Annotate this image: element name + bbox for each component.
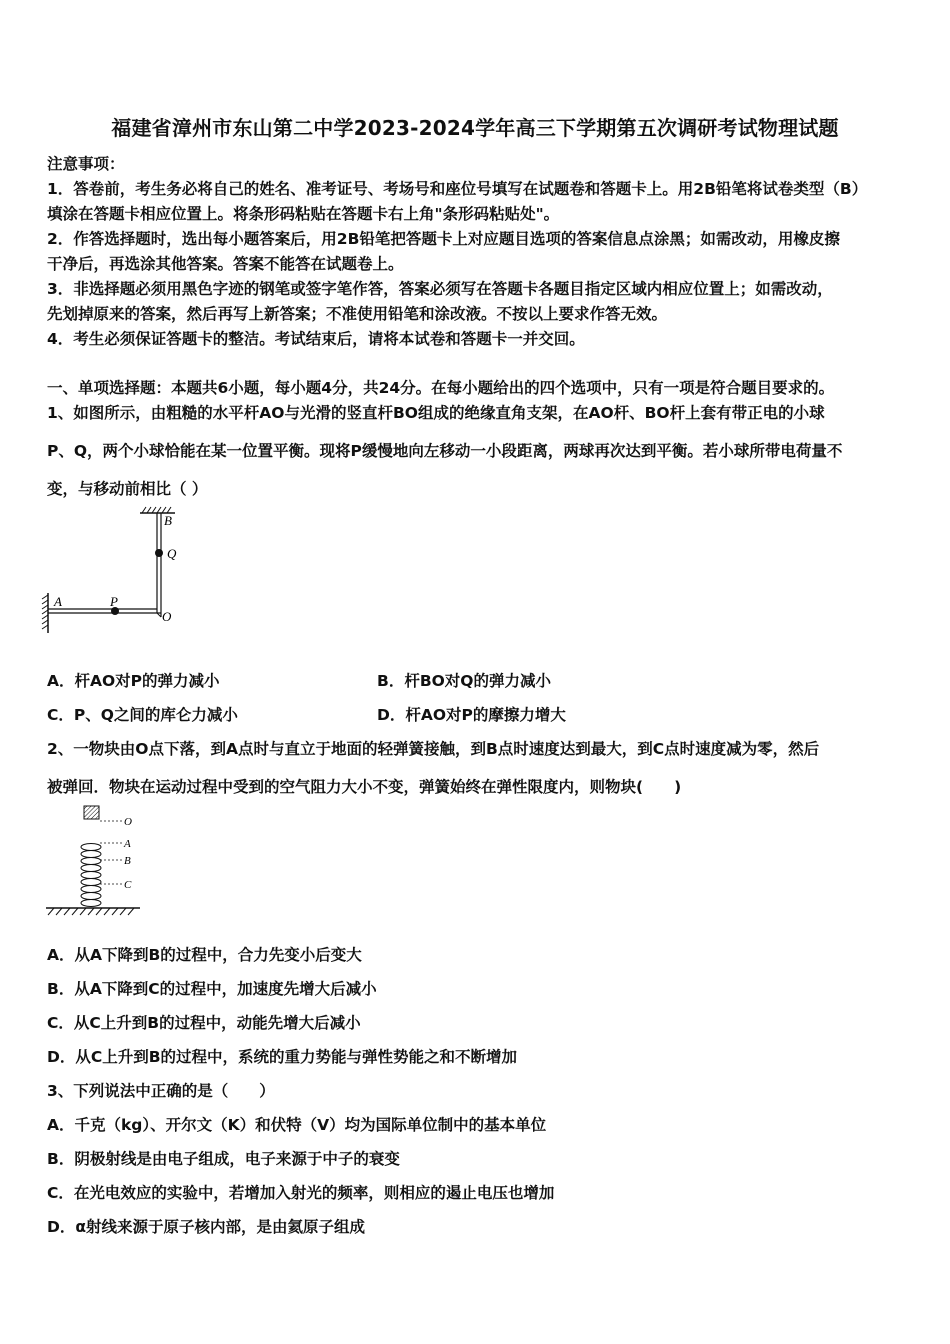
q2-stem-line: 被弹回．物块在运动过程中受到的空气阻力大小不变，弹簧始终在弹性限度内，则物块( ): [47, 778, 682, 796]
q1-stem-line: 变，与移动前相比（ ）: [47, 480, 208, 498]
notice-line: 干净后，再选涂其他答案。答案不能答在试题卷上。: [47, 255, 404, 273]
q2-option-b: B．从A下降到C的过程中，加速度先增大后减小: [47, 980, 377, 998]
notice-line: 2．作答选择题时，选出每小题答案后，用2B铅笔把答题卡上对应题目选项的答案信息点涂黑；如需改动，用橡皮擦: [47, 230, 840, 248]
notice-line: 先划掉原来的答案，然后再写上新答案；不准使用铅笔和涂改液。不按以上要求作答无效。: [47, 305, 668, 323]
notice-line: 3．非选择题必须用黑色字迹的钢笔或签字笔作答，答案必须写在答题卡各题目指定区域内相应位置上；如需改动，: [47, 280, 833, 298]
q3-option-c: C．在光电效应的实验中，若增加入射光的频率，则相应的遏止电压也增加: [47, 1184, 555, 1202]
section-heading: 一、单项选择题：本题共6小题，每小题4分，共24分。在每小题给出的四个选项中，只有一项是符合题目要求的。: [47, 379, 835, 397]
label-b: B: [124, 855, 131, 867]
label-a: A: [54, 594, 62, 609]
q3-stem: 3、下列说法中正确的是（ ）: [47, 1082, 275, 1100]
q1-option-d: D．杆AO对P的摩擦力增大: [377, 706, 566, 724]
q1-option-a: A．杆AO对P的弹力减小: [47, 672, 220, 690]
spring: [81, 844, 101, 907]
label-q: Q: [167, 546, 177, 561]
q2-figure: [44, 802, 144, 920]
q2-stem-line: 2、一物块由O点下落，到A点时与直立于地面的轻弹簧接触，到B点时速度达到最大，到C点时速度减为零，然后: [47, 740, 820, 758]
label-c: C: [124, 879, 132, 891]
q1-figure: [40, 505, 190, 635]
ball-q: [155, 549, 163, 557]
q3-option-a: A．千克（kg）、开尔文（K）和伏特（V）均为国际单位制中的基本单位: [47, 1116, 547, 1134]
label-a: A: [124, 838, 131, 850]
notice-line: 填涂在答题卡相应位置上。将条形码粘贴在答题卡右上角"条形码粘贴处"。: [47, 205, 560, 223]
label-o: O: [124, 816, 132, 828]
label-o: O: [162, 609, 172, 624]
q1-option-b: B．杆BO对Q的弹力减小: [377, 672, 551, 690]
q1-stem-line: 1、如图所示，由粗糙的水平杆AO与光滑的竖直杆BO组成的绝缘直角支架，在AO杆、BO杆上套有带正电的小球: [47, 404, 825, 422]
label-b: B: [164, 513, 172, 528]
notice-heading: 注意事项：: [47, 155, 125, 173]
q2-option-c: C．从C上升到B的过程中，动能先增大后减小: [47, 1014, 361, 1032]
page-title: 福建省漳州市东山第二中学2023-2024学年高三下学期第五次调研考试物理试题: [111, 116, 839, 140]
notice-line: 1．答卷前，考生务必将自己的姓名、准考证号、考场号和座位号填写在试题卷和答题卡上。用2B铅笔将试卷类型（B）: [47, 180, 868, 198]
q1-option-c: C．P、Q之间的库仑力减小: [47, 706, 238, 724]
q2-option-d: D．从C上升到B的过程中，系统的重力势能与弹性势能之和不断增加: [47, 1048, 518, 1066]
q3-option-b: B．阴极射线是由电子组成，电子来源于中子的衰变: [47, 1150, 400, 1168]
notice-line: 4．考生必须保证答题卡的整洁。考试结束后，请将本试卷和答题卡一并交回。: [47, 330, 585, 348]
block: [84, 806, 99, 819]
q2-option-a: A．从A下降到B的过程中，合力先变小后变大: [47, 946, 362, 964]
q3-option-d: D．α射线来源于原子核内部，是由氦原子组成: [47, 1218, 366, 1236]
label-p: P: [110, 594, 118, 609]
q1-stem-line: P、Q，两个小球恰能在某一位置平衡。现将P缓慢地向左移动一小段距离，两球再次达到平衡。若小球所带电荷量不: [47, 442, 843, 460]
